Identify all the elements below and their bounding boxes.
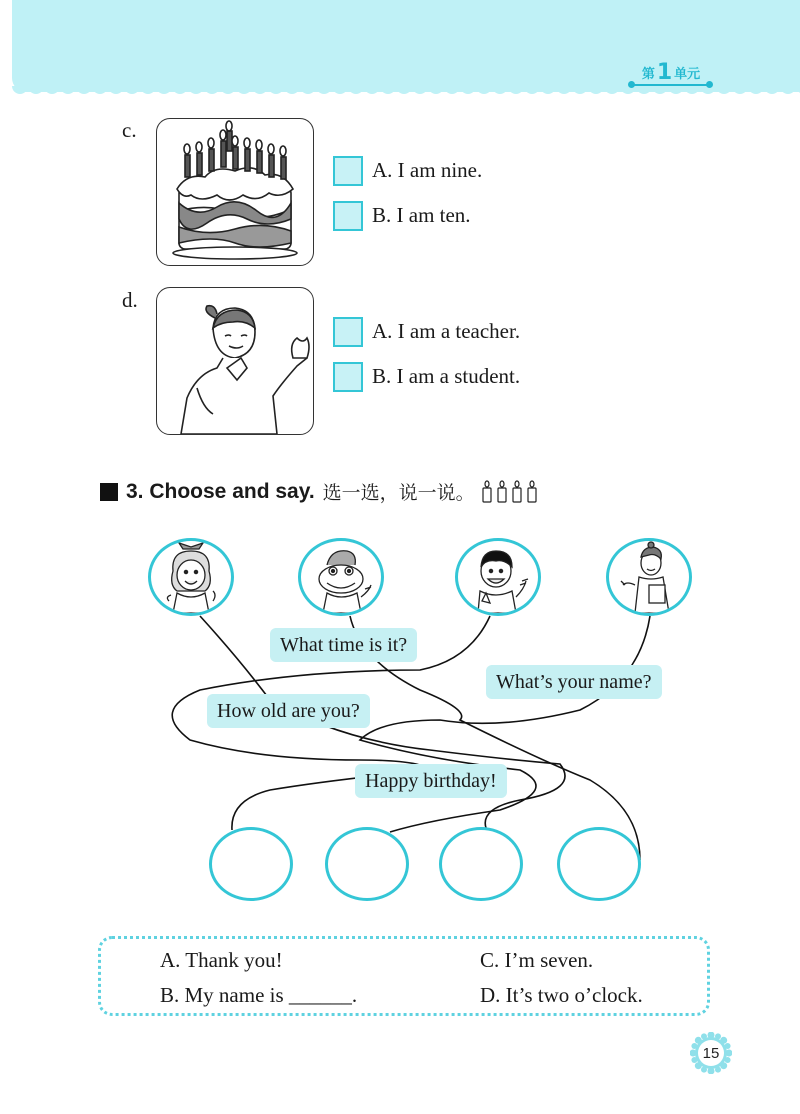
option-d-b: B. I am a student.	[372, 364, 521, 388]
dinosaur-icon	[301, 541, 381, 613]
section-3-chinese: 选一选，说一说。	[322, 482, 475, 504]
option-c-a: A. I am nine.	[372, 158, 483, 182]
answer-ring-3[interactable]	[439, 827, 523, 901]
answer-a: A. Thank you!	[160, 948, 283, 972]
answer-ring-4[interactable]	[557, 827, 641, 901]
girl-icon	[151, 541, 231, 613]
page-number: 15	[702, 1044, 720, 1062]
woman-icon	[609, 541, 689, 613]
unit-prefix: 第	[641, 66, 655, 82]
answer-d: D. It’s two o’clock.	[480, 983, 643, 1007]
answer-ring-1[interactable]	[209, 827, 293, 901]
bubble-what-time[interactable]: What time is it?	[270, 628, 417, 662]
option-c-b: B. I am ten.	[372, 203, 471, 227]
avatar-girl	[148, 538, 234, 616]
question-c-label: c.	[122, 118, 137, 142]
boy-icon	[458, 541, 538, 613]
avatar-woman	[606, 538, 692, 616]
unit-number: 1	[656, 59, 673, 85]
answer-ring-2[interactable]	[325, 827, 409, 901]
bubble-happy-birthday[interactable]: Happy birthday!	[355, 764, 507, 798]
answer-b: B. My name is ______.	[160, 983, 358, 1007]
section-3-english: 3. Choose and say.	[126, 479, 315, 503]
option-d-a: A. I am a teacher.	[372, 319, 521, 343]
avatar-boy	[455, 538, 541, 616]
answer-c: C. I’m seven.	[480, 948, 594, 972]
avatar-dinosaur	[298, 538, 384, 616]
unit-suffix: 单元	[674, 66, 701, 82]
question-d-label: d.	[122, 288, 138, 312]
bubble-how-old[interactable]: How old are you?	[207, 694, 370, 728]
bubble-whats-your-name[interactable]: What’s your name?	[486, 665, 662, 699]
